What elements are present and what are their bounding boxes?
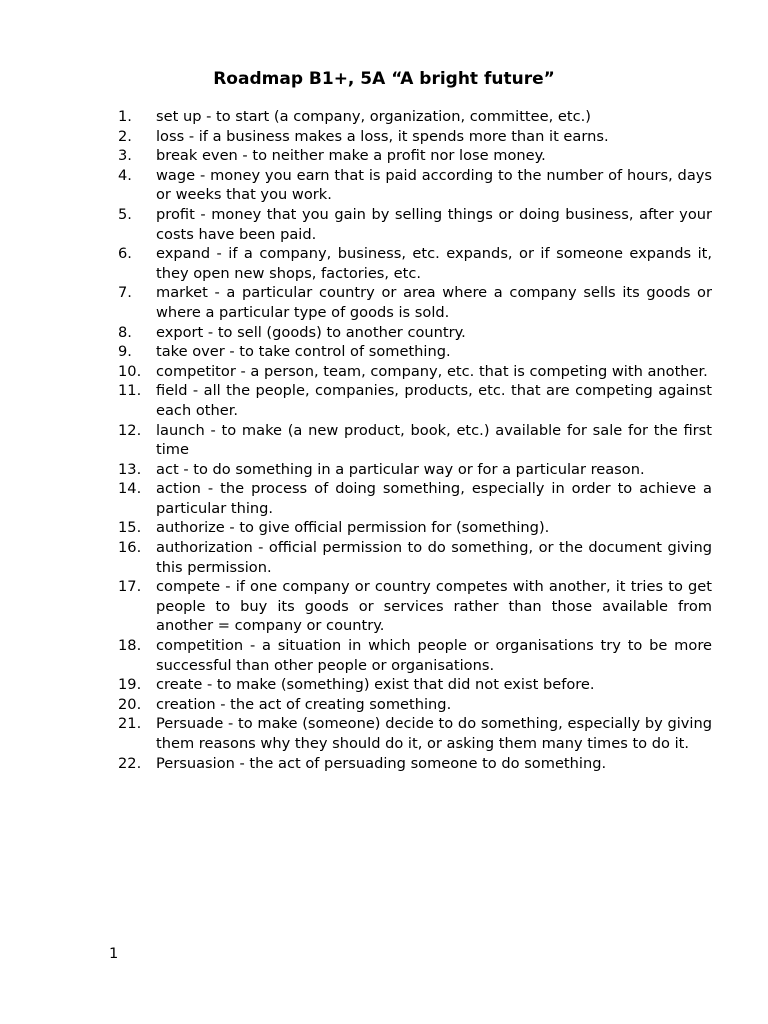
item-text: take over - to take control of something. (156, 343, 451, 361)
item-text: Persuasion - the act of persuading someone to do something. (156, 754, 607, 772)
item-text: authorize - to give official permission for (something). (156, 519, 550, 537)
list-item (118, 577, 712, 636)
item-number: 3. (118, 147, 132, 165)
list-item (118, 323, 712, 343)
list-item (118, 127, 712, 147)
list-item (118, 381, 712, 420)
item-text: wage - money you earn that is paid according to the number of hours, days or weeks that you work. (156, 166, 712, 204)
list-item (118, 695, 712, 715)
item-text: export - to sell (goods) to another country. (156, 323, 466, 341)
list-item (118, 342, 712, 362)
list-item (118, 283, 712, 322)
list-item (118, 244, 712, 283)
item-number: 11. (118, 382, 142, 400)
list-item (118, 538, 712, 577)
item-number: 5. (118, 205, 132, 223)
item-number: 22. (118, 754, 142, 772)
list-item (118, 205, 712, 244)
item-number: 13. (118, 460, 142, 478)
item-text: create - to make (something) exist that did not exist before. (156, 676, 595, 694)
list-item (118, 714, 712, 753)
item-text: market - a particular country or area where a company sells its goods or where a particular type of goods is sold. (156, 284, 712, 321)
item-text: compete - if one company or country competes with another, it tries to get people to buy its goods or services rather than those available from another = company or country. (156, 578, 712, 635)
list-item (118, 460, 712, 480)
list-item (118, 518, 712, 538)
list-item (118, 754, 712, 774)
item-number: 19. (118, 676, 142, 694)
item-number: 12. (118, 421, 142, 439)
item-number: 10. (118, 362, 142, 380)
list-item (118, 636, 712, 675)
item-number: 7. (118, 284, 132, 302)
item-text: launch - to make (a new product, book, etc.) available for sale for the first time (156, 421, 712, 459)
list-item (118, 479, 712, 518)
item-number: 6. (118, 245, 132, 263)
item-text: break even - to neither make a profit nor lose money. (156, 147, 546, 165)
item-number: 15. (118, 519, 142, 537)
item-number: 14. (118, 480, 142, 498)
item-text: creation - the act of creating something. (156, 695, 452, 713)
item-text: set up - to start (a company, organization, committee, etc.) (156, 108, 591, 125)
list-item (118, 675, 712, 695)
page-number: 1 (109, 945, 119, 962)
item-number: 9. (118, 343, 132, 361)
document-title: Roadmap B1+, 5A “A bright future” (213, 69, 555, 89)
list-item (118, 421, 712, 460)
item-number: 20. (118, 695, 142, 713)
item-number: 4. (118, 166, 132, 184)
item-number: 16. (118, 539, 142, 557)
list-item (118, 362, 712, 382)
item-text: Persuade - to make (someone) decide to do something, especially by giving them reasons why they should do it, or asking them many times to do it. (156, 715, 712, 752)
item-text: authorization - official permission to do something, or the document giving this permission. (156, 539, 712, 576)
list-item (118, 146, 712, 166)
item-text: profit - money that you gain by selling things or doing business, after your costs have been paid. (156, 205, 712, 243)
vocabulary-list (118, 107, 712, 773)
list-item (118, 166, 712, 205)
item-text: loss - if a business makes a loss, it spends more than it earns. (156, 127, 609, 145)
item-number: 1. (118, 108, 132, 125)
item-number: 17. (118, 578, 142, 596)
item-text: expand - if a company, business, etc. expands, or if someone expands it, they open new shops, factories, etc. (156, 245, 712, 282)
item-text: competitor - a person, team, company, etc. that is competing with another. (156, 362, 708, 380)
item-text: field - all the people, companies, products, etc. that are competing against each other. (156, 382, 712, 419)
item-number: 2. (118, 127, 132, 145)
item-number: 21. (118, 715, 142, 733)
list-item (118, 107, 712, 127)
item-text: competition - a situation in which people or organisations try to be more successful than other people or organisations. (156, 637, 712, 674)
item-number: 18. (118, 637, 142, 655)
item-text: action - the process of doing something, especially in order to achieve a particular thing. (156, 480, 712, 517)
item-number: 8. (118, 323, 132, 341)
item-text: act - to do something in a particular way or for a particular reason. (156, 460, 645, 478)
